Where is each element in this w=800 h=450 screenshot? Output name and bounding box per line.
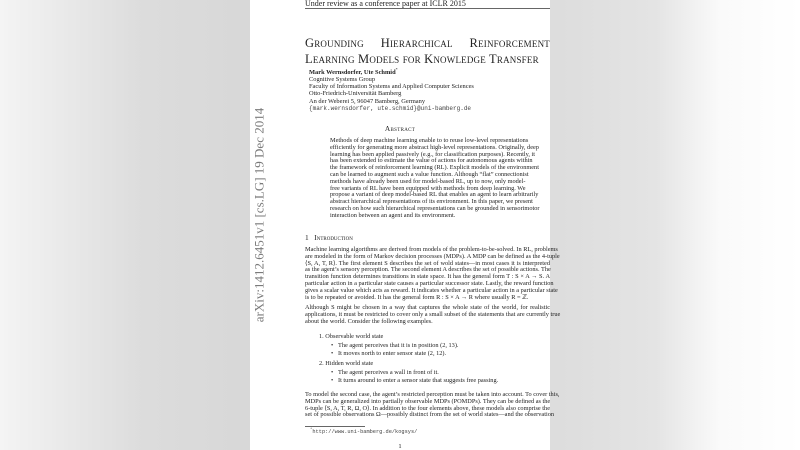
text-line: about the world. Consider the following examples. (305, 317, 433, 325)
footnote-mark: * (310, 428, 313, 432)
affiliation-line: Faculty of Information Systems and Applied Computer Sciences (309, 83, 474, 91)
text-line: applications, it must be restricted to cover only a small subset of the statements that are currently true (305, 310, 561, 318)
list-subitem: • The agent perceives that it is in position (2, 13). (338, 343, 459, 350)
footnote-url[interactable]: http://www.uni-bamberg.de/kogsys/ (312, 428, 418, 435)
text-line: as the agent’s sensory perception. The second element A describes the set of possible actions. The (305, 266, 551, 274)
list-item: 2. Hidden world state (319, 360, 374, 367)
affiliation-line: Otto-Friedrich-Universität Bamberg (309, 90, 402, 98)
section-heading (305, 233, 353, 242)
header-rule (305, 8, 550, 9)
title-word: Reinforcement (469, 36, 550, 50)
footnote-rule (305, 426, 365, 427)
footnote (310, 428, 417, 435)
text-line: ⟨S, A, T, R⟩. The first element S describes the set of wold states—in most cases it is interpreted (305, 259, 550, 267)
email: {mark.wernsdorfer, ute.schmid}@uni-bamberg.de (309, 104, 472, 112)
text-line: learning has been applied passively (e.g., for classification purposes). Recently, it (330, 150, 536, 158)
title-word: Grounding (305, 36, 364, 50)
text-line: interaction between an agent and its environment. (330, 211, 456, 219)
text-line: transition function determines transitions in state space. It has the general form T : S × A → S. A (305, 273, 550, 281)
text-line: To model the second case, the agent’s restricted perception must be taken into account. To cover this, (305, 391, 560, 398)
text-line: research on how such hierarchical representations can be grounded in sensorimotor (330, 204, 540, 212)
section-number: 1 (305, 233, 309, 242)
abstract-heading: Abstract (384, 124, 416, 133)
text-line: can be learned to augment such a value function. Although “flat” connectionist (330, 170, 529, 178)
intro-paragraph-3 (305, 391, 560, 419)
text-line: set of possible observations Ω—possibly distinct from the set of world states—and the observation (305, 411, 554, 419)
text-line: propose a variant of deep model-based RL that enables an agent to learn arbitrarily (330, 191, 539, 199)
title-word: Hierarchical (380, 36, 453, 50)
text-line: the framework of reinforcement learning (RL). Explicit models of the environment (330, 164, 539, 172)
list-item: 1. Observable world state (319, 333, 384, 340)
text-line: 6-tuple ⟨S, A, T, R, Ω, O⟩. In addition to the four elements above, these models also comprise the (305, 404, 550, 412)
paper-page (250, 0, 561, 450)
affiliation-line: An der Weberei 5, 96047 Bamberg, Germany (309, 97, 426, 105)
text-line: free variants of RL have been equipped with methods from deep learning. We (330, 184, 526, 192)
list-subitem: • It turns around to enter a sensor state that suggests free passing. (338, 378, 498, 385)
author-footnote-mark: * (395, 67, 398, 72)
arxiv-stamp: arXiv:1412.6451v1 [cs.LG] 19 Dec 2014 (251, 107, 267, 323)
title-line-1 (305, 36, 550, 51)
text-line: Methods of deep machine learning enable to to reuse low-level representations (330, 137, 529, 144)
text-line: are modeled in the form of Markov decision processes (MDPs). A MDP can be defined as the 4-tuple (305, 252, 560, 260)
abstract-body (330, 137, 540, 220)
list-subitem: • It moves north to enter sensor state (2, 12). (338, 351, 446, 358)
list-subitem: • The agent perceives a wall in front of it. (338, 370, 439, 377)
text-line: has been extended to estimate the value of actions for autonomous agents within (330, 157, 533, 165)
title-line-2: Learning Models for Knowledge Transfer (305, 52, 539, 66)
running-header: Under review as a conference paper at ICLR 2015 (305, 0, 466, 8)
text-line: Although S might be chosen in a way that captures the whole state of the world, for realistic (305, 304, 550, 311)
text-line: MDPs can be generalized into partially observable MDPs (POMDPs). They can be defined as the (305, 397, 551, 405)
text-line: is to be repeated or avoided. It has the general form R : S × A → R where usually R = ℤ. (305, 293, 529, 301)
text-line: gives a scalar value which acts as reward. It indicates whether a particular action in a particular state (305, 286, 558, 294)
text-line: particular action in a particular state causes a particular successor state. Lastly, the reward function (305, 279, 554, 287)
section-title: Introduction (314, 233, 353, 242)
intro-paragraph-2 (305, 304, 561, 325)
page-number: 1 (398, 443, 402, 450)
text-line: methods have already been used for model-based RL, up to now, only model- (330, 177, 526, 185)
text-line: Machine learning algorithms are derived from models of the problem-to-be-solved. In RL, problems (305, 246, 558, 253)
author-block (309, 66, 474, 112)
intro-paragraph-1 (305, 246, 560, 301)
text-line: abstract hierarchical representations of its environment. In this paper, we present (330, 198, 533, 206)
authors: Mark Wernsdorfer, Ute Schmid (309, 69, 396, 77)
text-line: efficiently for generating more abstract high-level representations. Originally, deep (330, 143, 539, 151)
affiliation-line: Cognitive Systems Group (309, 76, 376, 84)
